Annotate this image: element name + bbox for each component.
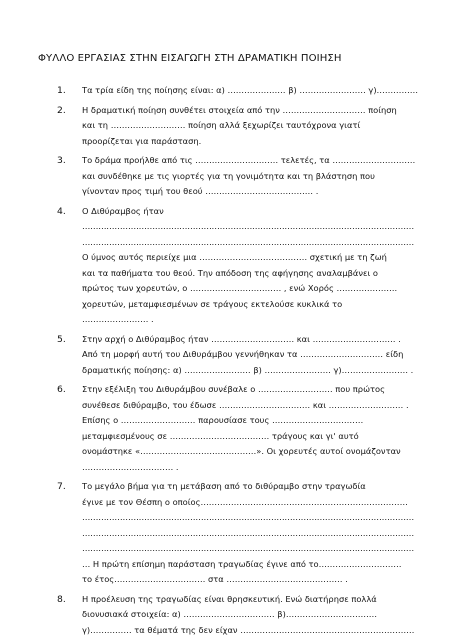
question-text-line: Τα τρία είδη της ποίησης είναι: α) ………………… β) …………………… γ)……………	[82, 85, 419, 95]
question-number: 4.	[57, 205, 66, 217]
question-list	[57, 83, 419, 638]
question-text-line: … Η πρώτη επίσημη παράσταση τραγωδίας έγινε από το…………………………	[82, 558, 402, 569]
question-number: 7.	[57, 481, 66, 492]
question-text-line: και τη ……………………… ποίηση αλλά ξεχωρίζει ταυτόχρονα γιατί	[82, 120, 361, 130]
question-number: 8.	[57, 593, 66, 605]
question-text-line: Από τη μορφή αυτή του Διθυράμβου γεννήθηκαν τα ………………………… είδη	[82, 349, 404, 359]
question-text-line: έγινε με τον Θέσπη ο οποίος…………………………………………………………………	[82, 496, 408, 507]
question-text-line: διονυσιακά στοιχεία: α) …………………………… β)……………………………	[82, 609, 378, 619]
worksheet-title: ΦΥΛΛΟ ΕΡΓΑΣΙΑΣ ΣΤΗΝ ΕΙΣΑΓΩΓΗ ΣΤΗ ΔΡΑΜΑΤΙΚΗ ΠΟΙΗΣΗ	[38, 53, 342, 64]
question-text-line: Στην αρχή ο Διθύραμβος ήταν ………………………… και ………………………… .	[82, 333, 401, 344]
question-text-line: γ)…………… τα θέματά της δεν είχαν ………………………………………………………	[82, 624, 415, 635]
question-number: 6.	[57, 384, 66, 395]
question-7	[57, 479, 414, 588]
answer-blank-line[interactable]: ……………………………………………………………………………………………………………	[82, 221, 414, 231]
question-number: 2.	[57, 104, 66, 116]
question-text-line: χορευτών, μεταμφιεσμένων σε τράγους εκτελούσε κυκλικά το	[82, 298, 343, 309]
question-3	[57, 153, 416, 200]
question-text-line: το έτος…………………………… στα …………………………………… .	[82, 574, 348, 584]
question-text-line: μεταμφιεσμένους σε ……………………………… τράγους και γι' αυτό	[82, 430, 359, 441]
question-2	[57, 103, 397, 150]
answer-blank-line[interactable]: ……………………………………………………………………………………………………………	[82, 512, 414, 522]
question-text-line: Στην εξέλιξη του Διθυράμβου συνέβαλε ο ……………………… που πρώτος	[82, 384, 385, 394]
question-text-line: πρώτος των χορευτών, ο …………………………… , ενώ Χορός ………………….	[82, 283, 398, 293]
question-4	[57, 204, 414, 328]
question-number: 1.	[57, 85, 66, 96]
question-text-line: Το δράμα προήλθε από τις ………………………… τελετές, τα …………………………	[82, 155, 416, 165]
question-number: 3.	[57, 155, 66, 166]
question-text-line: Η δραματική ποίηση συνθέτει στοιχεία από την ………………………… ποίηση	[82, 104, 397, 115]
question-text-line: προορίζεται για παράσταση.	[82, 135, 202, 146]
question-5	[57, 332, 414, 379]
answer-blank-line[interactable]: ……………………………………………………………………………………………………………	[82, 236, 414, 247]
question-8	[57, 592, 415, 639]
answer-blank-line[interactable]: ……………………………………………………………………………………………………………	[82, 527, 414, 538]
question-text-line: …………………………… .	[82, 461, 179, 472]
question-6	[57, 382, 409, 475]
question-text-line: δραματικής ποίησης: α) …………………… β) …………………… γ)…………………… .	[82, 364, 414, 375]
question-text-line: Ο ύμνος αυτός περιείχε μια ………………………………… σχετική με τη ζωή	[82, 252, 387, 262]
question-text-line: Επίσης ο ……………………… παρουσίασε τους ……………………………	[82, 415, 364, 425]
question-text-line: συνέθεσε διθύραμβο, του έδωσε …………………………… και ……………………… .	[82, 399, 409, 410]
question-text-line: και συνδέθηκε με τις γιορτές για τη γονιμότητα και τη βλάστηση που	[82, 170, 375, 181]
question-text-line: Το μεγάλο βήμα για τη μετάβαση από το διθύραμβο στην τραγωδία	[82, 481, 366, 491]
question-number: 5.	[57, 333, 66, 345]
question-text-line: Ο Διθύραμβος ήταν	[82, 205, 164, 216]
question-text-line: γίνονταν προς τιμή του θεού ………………………………… .	[82, 186, 319, 196]
question-text-line: Η προέλευση της τραγωδίας είναι θρησκευτική. Ενώ διατήρησε πολλά	[82, 593, 377, 604]
answer-blank-line[interactable]: ……………………………………………………………………………………………………………	[82, 543, 414, 553]
question-text-line: και τα παθήματα του θεού. Την απόδοση της αφήγησης αναλαμβάνει ο	[82, 267, 379, 278]
question-1	[57, 83, 419, 99]
question-text-line: …………………… .	[82, 314, 154, 324]
question-text-line: ονομάστηκε «……………………………………». Οι χορευτές αυτοί ονομάζονταν	[82, 446, 401, 456]
